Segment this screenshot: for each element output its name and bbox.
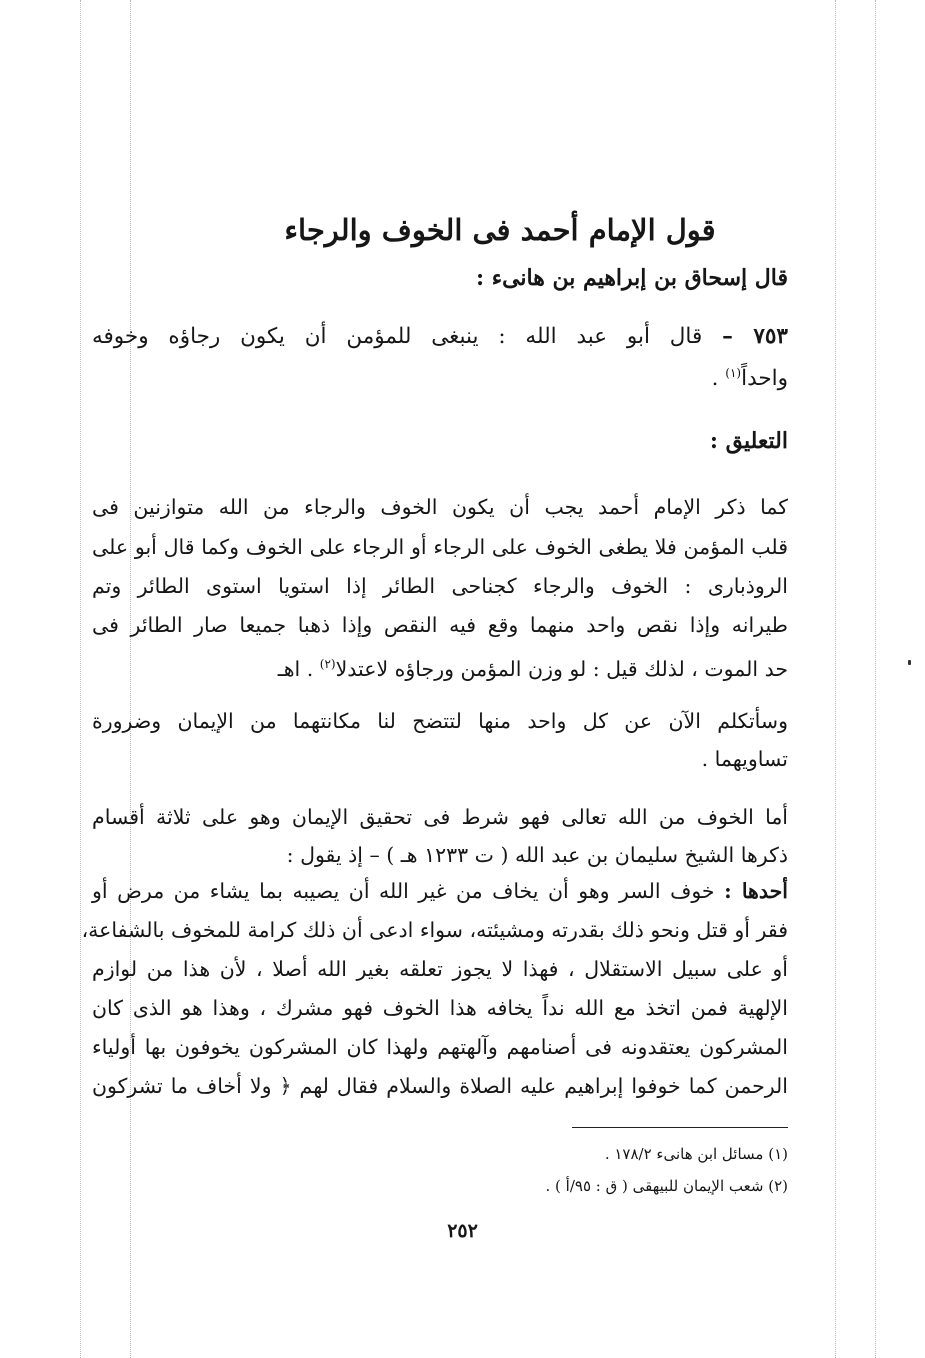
paragraph-1-line: كما ذكر الإمام أحمد يجب أن يكون الخوف والرجاء من الله متوازنين فى — [92, 495, 788, 519]
paragraph-2-line: وسأتكلم الآن عن كل واحد منها لتتضح لنا مكانتهما من الإيمان وضرورة — [92, 709, 788, 733]
narrator-line: قال إسحاق بن إبراهيم بن هانىء : — [475, 265, 788, 291]
scan-guide-line — [875, 0, 876, 1358]
paragraph-1-line: حد الموت ، لذلك قيل : لو وزن المؤمن ورجاؤه لاعتدلا$^{(٢)}$ . اهـ — [277, 656, 788, 681]
scan-guide-line — [835, 0, 836, 1358]
paragraph-1-line: الروذبارى : الخوف والرجاء كجناحى الطائر إذا استويا استوى الطائر وتم — [92, 574, 788, 598]
scan-guide-line — [80, 0, 81, 1358]
footnote-1: (١) مسائل ابن هانىء ١٧٨/٢ . — [604, 1145, 788, 1163]
scan-speck — [908, 660, 911, 665]
footnote-ref-2: (٢) — [319, 657, 336, 671]
paragraph-1-line: قلب المؤمن فلا يطغى الخوف على الرجاء أو الرجاء على الخوف وكما قال أبو على — [92, 535, 788, 559]
paragraph-4-line: الإلهية فمن اتخذ مع الله نداً يخافه هذا الخوف فهو مشرك ، وهذا هو الذى كان — [92, 996, 788, 1020]
paragraph-4-line: أحدها : خوف السر وهو أن يخاف من غير الله أن يصيبه بما يشاء من مرض أو — [92, 879, 788, 903]
page-title: قول الإمام أحمد فى الخوف والرجاء — [284, 213, 716, 247]
hadith-line-2: واحداً$^{(١)}$ . — [711, 366, 788, 392]
commentary-heading: التعليق : — [709, 428, 788, 454]
paragraph-3-line: ذكرها الشيخ سليمان بن عبد الله ( ت ١٢٣٣ هـ ) – إذ يقول : — [286, 843, 788, 867]
footnote-2: (٢) شعب الإيمان للبيهقى ( ق : ٩٥/أ ) . — [545, 1177, 788, 1195]
paragraph-4-line: فقر أو قتل ونحو ذلك بقدرته ومشيئته، سواء ادعى أن ذلك كرامة للمخوف بالشفاعة، — [81, 918, 788, 942]
paragraph-4-line: الرحمن كما خوفوا إبراهيم عليه الصلاة والسلام فقال لهم ﴿ ولا أخاف ما تشركون — [92, 1074, 788, 1098]
footnote-separator — [572, 1127, 788, 1128]
hadith-text-1: قال أبو عبد الله : ينبغى للمؤمن أن يكون رجاؤه وخوفه — [92, 324, 703, 349]
paragraph-1-line: طيرانه وإذا نقص واحد منهما وقع فيه النقص وإذا ذهبا جميعا صار الطائر فى — [92, 613, 788, 637]
page-number: ٢٥٢ — [447, 1220, 478, 1242]
paragraph-2-line: تساويهما . — [701, 747, 788, 771]
footnote-ref-1: (١) — [725, 366, 742, 380]
paragraph-3-line: أما الخوف من الله تعالى فهو شرط فى تحقيق الإيمان وهو على ثلاثة أقسام — [92, 805, 788, 829]
hadith-number: ٧٥٣ – — [722, 324, 788, 349]
paragraph-4-line: أو على سبيل الاستقلال ، فهذا لا يجوز تعلقه بغير الله أصلا ، لأن هذا من لوازم — [92, 957, 788, 981]
paragraph-4-line: المشركون يعتقدونه فى أصنامهم وآلهتهم ولهذا كان المشركون يخوفون بها أولياء — [92, 1035, 788, 1059]
hadith-line-1 — [92, 322, 788, 352]
first-label: أحدها : — [724, 879, 788, 903]
